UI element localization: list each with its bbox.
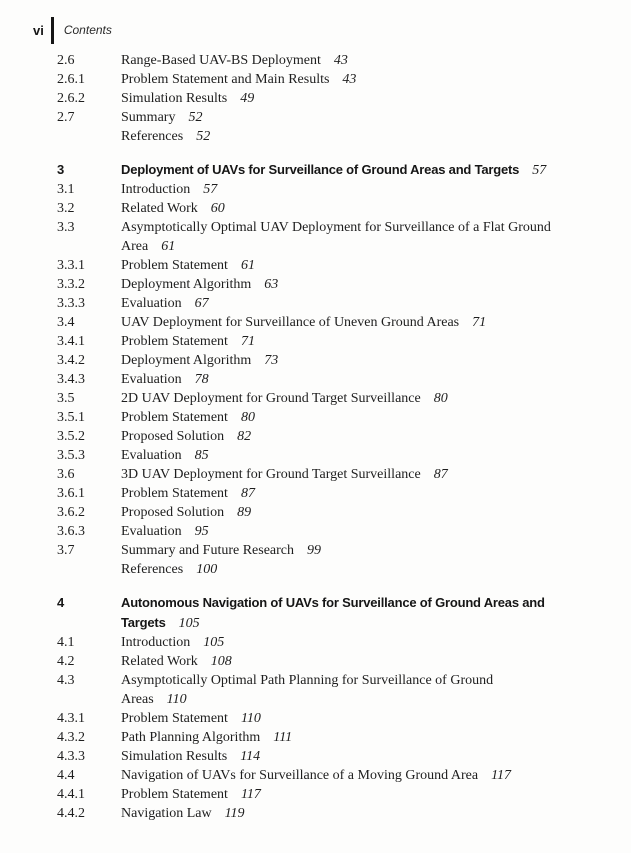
entry-number <box>57 127 121 146</box>
entry-title: 3D UAV Deployment for Ground Target Surveillance <box>121 467 421 482</box>
entry-page-number: 73 <box>264 353 279 368</box>
entry-number <box>57 560 121 579</box>
entry-page-number: 117 <box>240 787 261 802</box>
entry-title: Asymptotically Optimal Path Planning for Surveillance of Ground Areas <box>121 673 494 707</box>
page-folio: vi <box>33 22 44 38</box>
toc-entry-row <box>57 408 577 427</box>
entry-number: 4.4 <box>57 768 75 783</box>
entry-number: 3.5.1 <box>57 410 85 425</box>
entry-body <box>121 108 558 127</box>
entry-title: Introduction <box>121 635 191 650</box>
toc-entry-row <box>57 766 577 785</box>
entry-title: References <box>121 562 184 577</box>
entry-body <box>121 633 558 652</box>
toc-entry-row <box>57 522 577 541</box>
entry-page-number: 100 <box>196 562 218 577</box>
entry-number: 3.4.2 <box>57 353 85 368</box>
entry-body <box>121 671 558 709</box>
entry-number: 4.4.1 <box>57 787 85 802</box>
entry-body <box>121 804 558 823</box>
entry-body <box>121 199 558 218</box>
entry-page-number: 105 <box>203 635 225 650</box>
entry-page-number: 49 <box>240 91 255 106</box>
entry-number: 3.5.2 <box>57 429 85 444</box>
entry-body <box>121 332 558 351</box>
toc-chapter-row <box>57 160 577 180</box>
entry-title: Summary and Future Research <box>121 543 295 558</box>
entry-page-number: 99 <box>307 543 322 558</box>
toc-entry-row <box>57 728 577 747</box>
toc-entry-row <box>57 313 577 332</box>
entry-body <box>121 351 558 370</box>
entry-title: Simulation Results <box>121 91 228 106</box>
entry-title: Problem Statement <box>121 334 228 349</box>
toc-chapter-row <box>57 593 577 633</box>
entry-number: 3.3.3 <box>57 296 85 311</box>
entry-page-number: 110 <box>240 711 261 726</box>
toc-entry-row <box>57 503 577 522</box>
entry-title: Deployment of UAVs for Surveillance of Ground Areas and Targets <box>121 162 520 177</box>
entry-number: 2.6 <box>57 53 75 68</box>
entry-body <box>121 313 558 332</box>
entry-page-number: 52 <box>196 129 211 144</box>
toc-entry-row <box>57 70 577 89</box>
entry-body <box>121 503 558 522</box>
entry-title: Navigation of UAVs for Surveillance of a Moving Ground Area <box>121 768 479 783</box>
entry-title: 2D UAV Deployment for Ground Target Surveillance <box>121 391 421 406</box>
entry-body <box>121 652 558 671</box>
entry-number: 3.1 <box>57 182 75 197</box>
entry-page-number: 89 <box>237 505 252 520</box>
toc-entry-row <box>57 127 577 146</box>
entry-page-number: 95 <box>194 524 209 539</box>
entry-number: 3.4.1 <box>57 334 85 349</box>
entry-number: 3 <box>57 162 65 177</box>
toc-section <box>57 160 577 579</box>
toc-entry-row <box>57 294 577 313</box>
entry-body <box>121 256 558 275</box>
entry-body <box>121 766 558 785</box>
entry-number: 4 <box>57 595 65 610</box>
entry-body <box>121 560 558 579</box>
entry-page-number: 71 <box>472 315 487 330</box>
toc-entry-row <box>57 446 577 465</box>
toc-entry-row <box>57 180 577 199</box>
entry-page-number: 82 <box>237 429 252 444</box>
entry-body <box>121 127 558 146</box>
entry-page-number: 108 <box>210 654 232 669</box>
entry-body <box>121 747 558 766</box>
toc-entry-row <box>57 709 577 728</box>
toc <box>57 51 577 823</box>
toc-entry-row <box>57 351 577 370</box>
entry-number: 4.1 <box>57 635 75 650</box>
entry-body <box>121 294 558 313</box>
entry-number: 3.4 <box>57 315 75 330</box>
entry-number: 4.3 <box>57 673 75 688</box>
entry-page-number: 52 <box>188 110 203 125</box>
entry-title: Evaluation <box>121 296 182 311</box>
toc-entry-row <box>57 108 577 127</box>
toc-section <box>57 51 577 146</box>
entry-page-number: 61 <box>240 258 255 273</box>
entry-number: 3.5.3 <box>57 448 85 463</box>
header-divider-rule <box>51 17 54 44</box>
entry-title: Evaluation <box>121 372 182 387</box>
entry-number: 2.6.1 <box>57 72 85 87</box>
entry-number: 3.2 <box>57 201 75 216</box>
toc-entry-row <box>57 51 577 70</box>
entry-title: Introduction <box>121 182 191 197</box>
entry-title: Problem Statement <box>121 711 228 726</box>
entry-title: Path Planning Algorithm <box>121 730 261 745</box>
toc-entry-row <box>57 747 577 766</box>
entry-number: 2.7 <box>57 110 75 125</box>
entry-title: References <box>121 129 184 144</box>
entry-body <box>121 709 558 728</box>
entry-body <box>121 389 558 408</box>
entry-page-number: 57 <box>532 163 547 178</box>
entry-title: Deployment Algorithm <box>121 353 252 368</box>
toc-entry-row <box>57 199 577 218</box>
entry-body <box>121 484 558 503</box>
entry-title: Proposed Solution <box>121 429 225 444</box>
entry-body <box>121 180 558 199</box>
entry-body <box>121 275 558 294</box>
toc-entry-row <box>57 804 577 823</box>
toc-entry-row <box>57 89 577 108</box>
entry-number: 4.3.2 <box>57 730 85 745</box>
entry-page-number: 60 <box>210 201 225 216</box>
entry-title: Problem Statement <box>121 486 228 501</box>
toc-entry-row <box>57 465 577 484</box>
entry-body <box>121 728 558 747</box>
entry-number: 3.4.3 <box>57 372 85 387</box>
toc-entry-row <box>57 671 577 709</box>
entry-title: Related Work <box>121 654 198 669</box>
entry-page-number: 105 <box>178 616 200 631</box>
toc-entry-row <box>57 275 577 294</box>
entry-body <box>121 427 558 446</box>
running-title: Contents <box>63 23 112 37</box>
toc-entry-row <box>57 389 577 408</box>
entry-body <box>121 541 558 560</box>
entry-page-number: 117 <box>491 768 512 783</box>
entry-title: Problem Statement <box>121 410 228 425</box>
entry-title: Evaluation <box>121 448 182 463</box>
entry-body <box>121 522 558 541</box>
entry-title: Proposed Solution <box>121 505 225 520</box>
entry-page-number: 87 <box>240 486 255 501</box>
entry-page-number: 111 <box>273 730 293 745</box>
entry-number: 3.6.2 <box>57 505 85 520</box>
entry-number: 3.6.1 <box>57 486 85 501</box>
entry-page-number: 119 <box>224 806 245 821</box>
entry-title: Asymptotically Optimal UAV Deployment for Surveillance of a Flat Ground Area <box>121 220 551 254</box>
entry-number: 3.3 <box>57 220 75 235</box>
toc-entry-row <box>57 484 577 503</box>
toc-entry-row <box>57 652 577 671</box>
entry-title: Navigation Law <box>121 806 212 821</box>
running-header <box>33 16 112 44</box>
entry-title: Autonomous Navigation of UAVs for Surveillance of Ground Areas and Targets <box>121 595 545 630</box>
entry-body <box>121 89 558 108</box>
toc-entry-row <box>57 332 577 351</box>
entry-page-number: 78 <box>194 372 209 387</box>
entry-body <box>121 70 558 89</box>
entry-number: 4.4.2 <box>57 806 85 821</box>
entry-title: UAV Deployment for Surveillance of Uneven Ground Areas <box>121 315 460 330</box>
entry-title: Related Work <box>121 201 198 216</box>
entry-number: 3.3.1 <box>57 258 85 273</box>
toc-entry-row <box>57 560 577 579</box>
entry-body <box>121 593 558 633</box>
entry-title: Deployment Algorithm <box>121 277 252 292</box>
toc-entry-row <box>57 218 577 256</box>
entry-page-number: 57 <box>203 182 218 197</box>
toc-entry-row <box>57 785 577 804</box>
entry-number: 2.6.2 <box>57 91 85 106</box>
entry-title: Evaluation <box>121 524 182 539</box>
entry-body <box>121 370 558 389</box>
entry-page-number: 80 <box>240 410 255 425</box>
entry-page-number: 43 <box>333 53 348 68</box>
entry-page-number: 114 <box>240 749 261 764</box>
toc-entry-row <box>57 370 577 389</box>
entry-number: 3.6 <box>57 467 75 482</box>
entry-body <box>121 51 558 70</box>
entry-title: Problem Statement <box>121 258 228 273</box>
toc-section <box>57 593 577 823</box>
entry-body <box>121 218 558 256</box>
entry-title: Range-Based UAV-BS Deployment <box>121 53 321 68</box>
entry-body <box>121 160 558 180</box>
toc-entry-row <box>57 427 577 446</box>
entry-page-number: 110 <box>166 692 187 707</box>
entry-page-number: 71 <box>240 334 255 349</box>
toc-entry-row <box>57 541 577 560</box>
entry-body <box>121 446 558 465</box>
entry-title: Problem Statement <box>121 787 228 802</box>
entry-title: Simulation Results <box>121 749 228 764</box>
entry-page-number: 43 <box>342 72 357 87</box>
entry-number: 3.6.3 <box>57 524 85 539</box>
toc-entry-row <box>57 633 577 652</box>
entry-number: 4.3.1 <box>57 711 85 726</box>
entry-body <box>121 408 558 427</box>
entry-title: Summary <box>121 110 176 125</box>
entry-page-number: 61 <box>161 239 176 254</box>
entry-body <box>121 785 558 804</box>
entry-page-number: 63 <box>264 277 279 292</box>
entry-title: Problem Statement and Main Results <box>121 72 330 87</box>
entry-number: 3.5 <box>57 391 75 406</box>
entry-number: 4.2 <box>57 654 75 669</box>
entry-number: 3.3.2 <box>57 277 85 292</box>
entry-number: 3.7 <box>57 543 75 558</box>
entry-body <box>121 465 558 484</box>
entry-page-number: 85 <box>194 448 209 463</box>
entry-page-number: 80 <box>433 391 448 406</box>
entry-number: 4.3.3 <box>57 749 85 764</box>
toc-entry-row <box>57 256 577 275</box>
entry-page-number: 87 <box>433 467 448 482</box>
entry-page-number: 67 <box>194 296 209 311</box>
